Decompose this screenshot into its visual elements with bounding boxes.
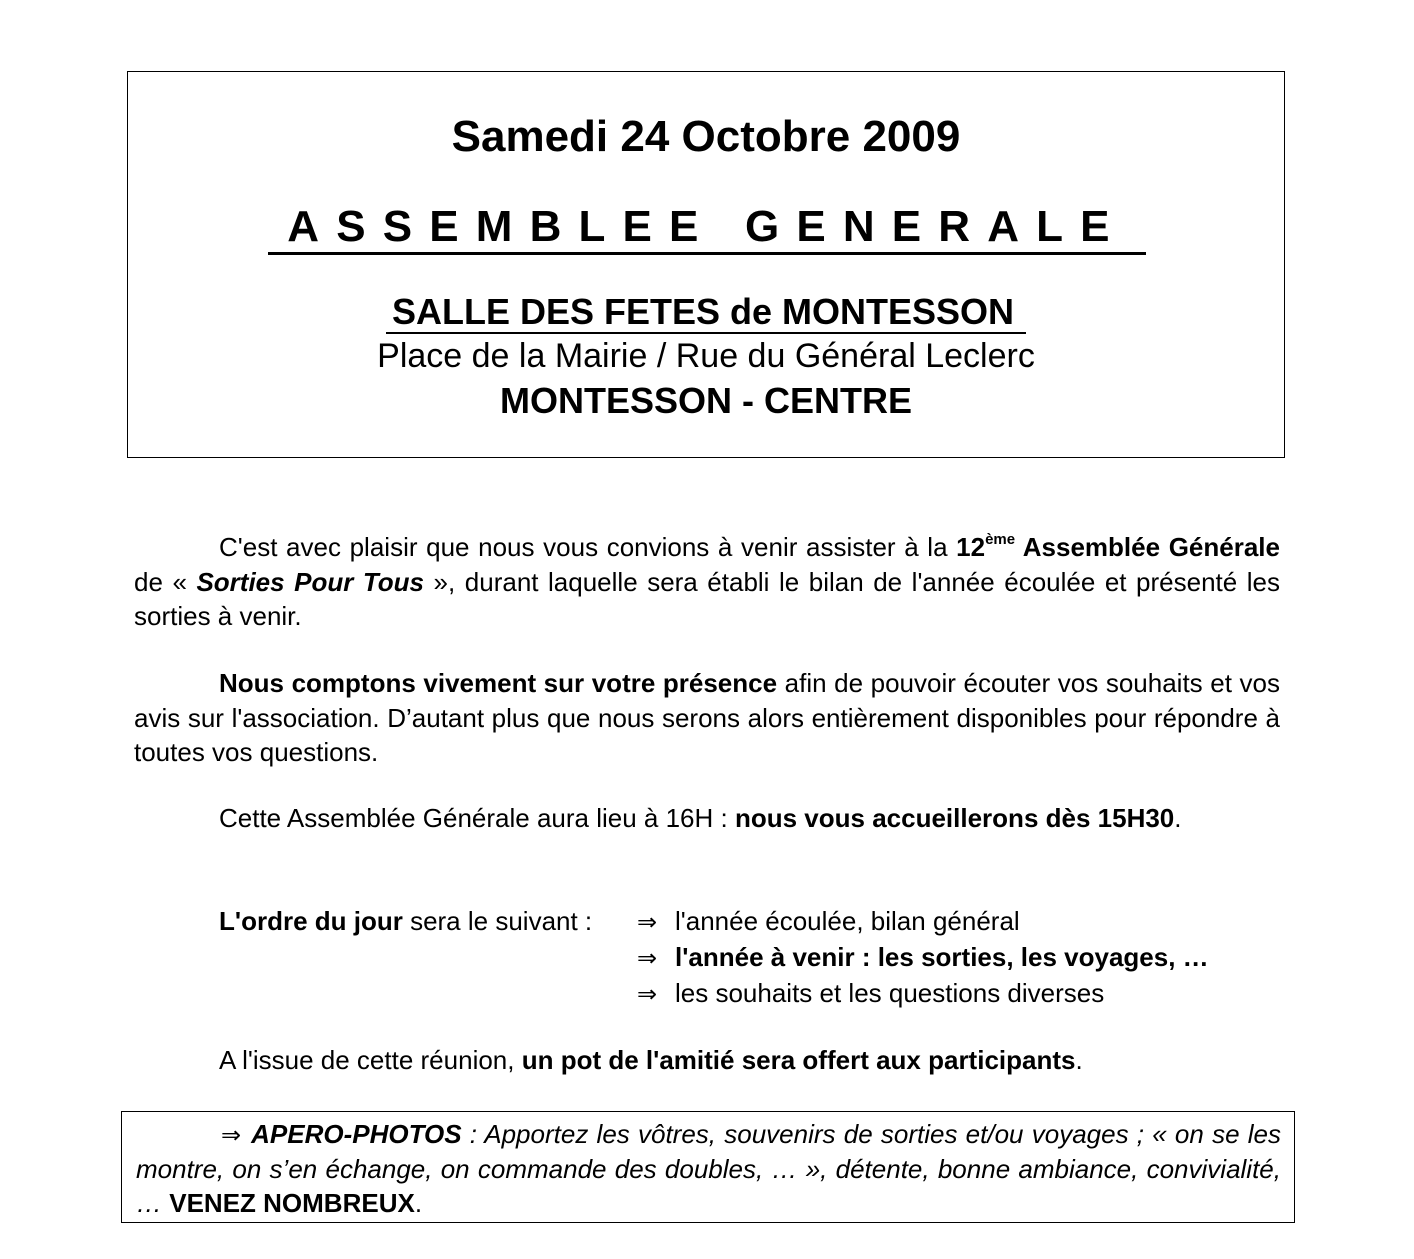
intro-paragraph xyxy=(134,530,1280,634)
closing-text: A l'issue de cette réunion, xyxy=(219,1045,522,1075)
agenda-lead-text: sera le suivant : xyxy=(402,906,593,936)
arrow-icon: ⇒ xyxy=(221,1121,242,1149)
closing-bold: un pot de l'amitié sera offert aux participants xyxy=(521,1045,1076,1075)
intro-text-2: de « xyxy=(134,566,197,597)
agenda-item xyxy=(637,903,1209,939)
agenda-item-text: l'année à venir : les sorties, les voyages, … xyxy=(675,942,1209,972)
agenda-lead-bold: L'ordre du jour xyxy=(219,906,403,936)
ordinal-suffix: ème xyxy=(985,531,1016,549)
venue-name-text: SALLE DES FETES de MONTESSON xyxy=(386,291,1026,334)
agenda-item-text: les souhaits et les questions diverses xyxy=(675,978,1105,1008)
venue-town: MONTESSON - CENTRE xyxy=(499,380,912,421)
closing-paragraph xyxy=(134,1043,1280,1078)
time-end: . xyxy=(1174,803,1182,833)
apero-title: APERO-PHOTOS xyxy=(251,1119,462,1149)
venue-address: Place de la Mairie / Rue du Général Leclerc xyxy=(377,337,1035,375)
closing-end: . xyxy=(1075,1045,1083,1075)
apero-box xyxy=(121,1111,1295,1223)
intro-assembly: Assemblée Générale xyxy=(1015,532,1280,562)
intro-text-3: », durant laquelle sera établi le bilan de l'année écoulée et présenté les sorties à venir. xyxy=(134,566,1281,631)
arrow-icon: ⇒ xyxy=(637,944,658,972)
apero-end: . xyxy=(414,1188,423,1218)
intro-ordinal xyxy=(956,532,1280,562)
header-box xyxy=(127,71,1285,458)
arrow-icon: ⇒ xyxy=(637,908,658,936)
apero-text: : Apportez les vôtres, souvenirs de sorties et/ou voyages ; « on se les montre, on s’en échange, on commande des doubles, … », détente, bonne ambiance, convivialité, … xyxy=(136,1119,1281,1218)
intro-text: C'est avec plaisir que nous vous convions à venir assister à la xyxy=(219,532,957,562)
agenda-item-text: l'année écoulée, bilan général xyxy=(675,906,1020,936)
presence-bold: Nous comptons vivement sur votre présence xyxy=(219,668,778,698)
agenda-item xyxy=(637,975,1209,1011)
event-title: ASSEMBLEE GENERALE xyxy=(287,202,1127,251)
welcome-time: nous vous accueillerons dès 15H30 xyxy=(734,803,1175,833)
arrow-icon: ⇒ xyxy=(637,980,658,1008)
agenda-item xyxy=(637,939,1209,975)
event-date: Samedi 24 Octobre 2009 xyxy=(451,112,961,161)
presence-text: afin de pouvoir écouter vos souhaits et vos avis sur l'association. D’autant plus que nous serons alors entièrement disponibles pour répondre à toutes vos questions. xyxy=(134,668,1280,767)
agenda-lead xyxy=(219,903,592,939)
apero-paragraph xyxy=(136,1117,1281,1220)
time-text: Cette Assemblée Générale aura lieu à 16H : xyxy=(219,803,735,833)
agenda-list xyxy=(637,903,1209,1011)
title-underline xyxy=(268,252,1146,255)
ordinal-number: 12 xyxy=(956,532,986,562)
time-paragraph xyxy=(134,801,1280,836)
apero-cta: VENEZ NOMBREUX xyxy=(169,1188,415,1218)
presence-paragraph xyxy=(134,666,1280,770)
venue-name xyxy=(128,290,1284,334)
association-name: Sorties Pour Tous xyxy=(196,566,425,597)
